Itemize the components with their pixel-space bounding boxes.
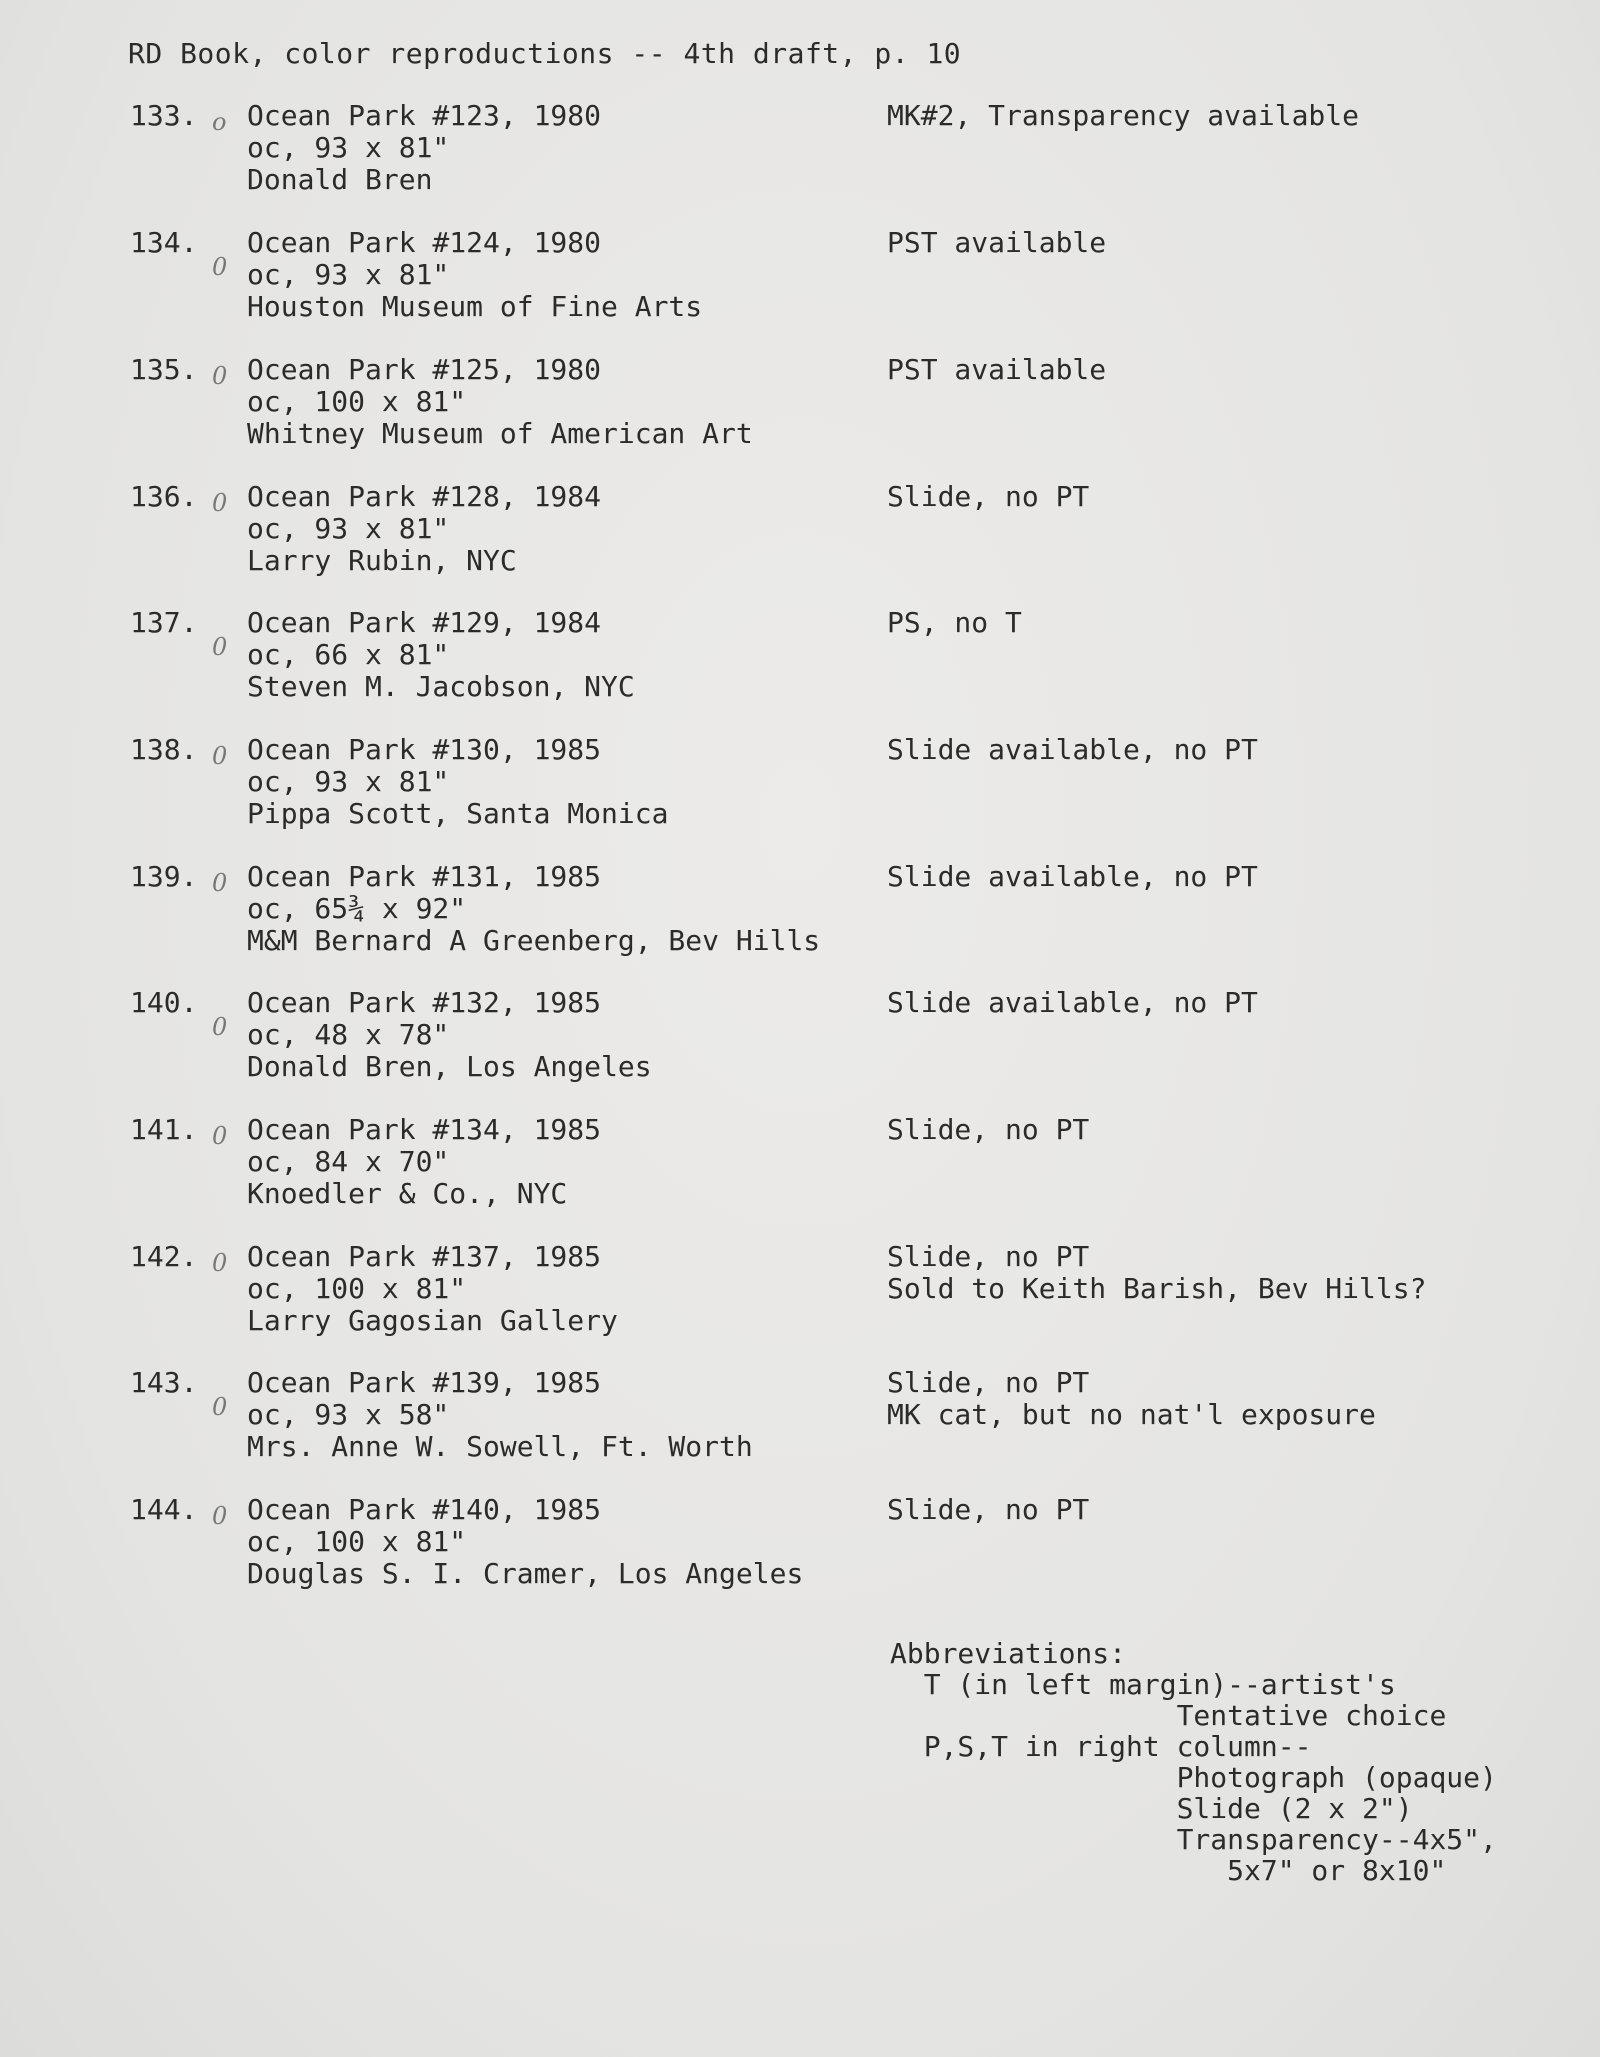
entry-note: PST available — [887, 353, 1107, 386]
entry-medium: oc, 100 x 81" — [247, 385, 467, 418]
entry-owner: Steven M. Jacobson, NYC — [247, 670, 635, 703]
handwritten-mark: 0 — [212, 1393, 228, 1421]
entry-title: Ocean Park #123, 1980 — [247, 99, 602, 132]
entry-number: 135. — [130, 353, 198, 386]
entry-medium: oc, 100 x 81" — [247, 1272, 467, 1305]
entry-note: Slide available, no PT — [887, 860, 1258, 893]
entry-medium: oc, 93 x 58" — [247, 1398, 450, 1431]
entry-title: Ocean Park #137, 1985 — [247, 1240, 602, 1273]
entry-note: Slide available, no PT — [887, 986, 1258, 1019]
entry-owner: Larry Rubin, NYC — [247, 544, 517, 577]
entry-owner: Knoedler & Co., NYC — [247, 1177, 568, 1210]
entry-medium: oc, 100 x 81" — [247, 1525, 467, 1558]
entry-number: 134. — [130, 226, 198, 259]
entry-title: Ocean Park #134, 1985 — [247, 1113, 602, 1146]
entry-title: Ocean Park #125, 1980 — [247, 353, 602, 386]
entry-note: Slide available, no PT — [887, 733, 1258, 766]
entry-medium: oc, 66 x 81" — [247, 638, 450, 671]
entry-note: Slide, no PT — [887, 1240, 1090, 1273]
abbreviations-line: Transparency--4x5", — [890, 1823, 1497, 1856]
entry-title: Ocean Park #128, 1984 — [247, 480, 602, 513]
entry-number: 140. — [130, 986, 198, 1019]
abbreviations-line: P,S,T in right column-- — [890, 1730, 1312, 1763]
abbreviations-line: 5x7" or 8x10" — [890, 1854, 1447, 1887]
entry-number: 144. — [130, 1493, 198, 1526]
entry-medium: oc, 93 x 81" — [247, 512, 450, 545]
entry-owner: Houston Museum of Fine Arts — [247, 290, 703, 323]
entry-title: Ocean Park #131, 1985 — [247, 860, 602, 893]
entry-number: 137. — [130, 606, 198, 639]
entry-note-2: Sold to Keith Barish, Bev Hills? — [887, 1272, 1427, 1305]
entry-title: Ocean Park #132, 1985 — [247, 986, 602, 1019]
entry-note: Slide, no PT — [887, 480, 1090, 513]
abbreviations-line: T (in left margin)--artist's — [890, 1668, 1396, 1701]
handwritten-mark: 0 — [212, 1502, 228, 1530]
entry-owner: Mrs. Anne W. Sowell, Ft. Worth — [247, 1430, 753, 1463]
entry-owner: Douglas S. I. Cramer, Los Angeles — [247, 1557, 804, 1590]
handwritten-mark: 0 — [212, 742, 228, 770]
handwritten-mark: 0 — [212, 253, 228, 281]
entry-title: Ocean Park #140, 1985 — [247, 1493, 602, 1526]
handwritten-mark: 0 — [212, 869, 228, 897]
entry-medium: oc, 93 x 81" — [247, 765, 450, 798]
page-header: RD Book, color reproductions -- 4th draft, p. 10 — [128, 37, 962, 70]
entry-medium: oc, 48 x 78" — [247, 1018, 450, 1051]
entry-medium: oc, 93 x 81" — [247, 258, 450, 291]
abbreviations-line: Tentative choice — [890, 1699, 1447, 1732]
entry-note: Slide, no PT — [887, 1366, 1090, 1399]
entry-medium: oc, 93 x 81" — [247, 131, 450, 164]
entry-medium: oc, 84 x 70" — [247, 1145, 450, 1178]
entry-note: MK#2, Transparency available — [887, 99, 1360, 132]
abbreviations-line: Slide (2 x 2") — [890, 1792, 1413, 1825]
entry-note: PS, no T — [887, 606, 1022, 639]
entry-title: Ocean Park #130, 1985 — [247, 733, 602, 766]
entry-owner: Pippa Scott, Santa Monica — [247, 797, 669, 830]
handwritten-mark: 0 — [212, 489, 228, 517]
abbreviations-line: Photograph (opaque) — [890, 1761, 1497, 1794]
entry-owner: Donald Bren — [247, 163, 433, 196]
entry-owner: Donald Bren, Los Angeles — [247, 1050, 652, 1083]
handwritten-mark: 0 — [212, 1013, 228, 1041]
handwritten-mark: 0 — [212, 633, 228, 661]
handwritten-mark: o — [212, 108, 227, 136]
entry-number: 142. — [130, 1240, 198, 1273]
entry-number: 136. — [130, 480, 198, 513]
entry-note: Slide, no PT — [887, 1493, 1090, 1526]
handwritten-mark: 0 — [212, 362, 228, 390]
entry-note: PST available — [887, 226, 1107, 259]
handwritten-mark: 0 — [212, 1249, 228, 1277]
entry-owner: Whitney Museum of American Art — [247, 417, 753, 450]
entry-number: 138. — [130, 733, 198, 766]
handwritten-mark: 0 — [212, 1122, 228, 1150]
entry-title: Ocean Park #124, 1980 — [247, 226, 602, 259]
abbreviations-heading: Abbreviations: — [890, 1637, 1127, 1670]
entry-title: Ocean Park #139, 1985 — [247, 1366, 602, 1399]
entry-number: 133. — [130, 99, 198, 132]
entry-note-2: MK cat, but no nat'l exposure — [887, 1398, 1376, 1431]
entry-number: 143. — [130, 1366, 198, 1399]
entry-medium: oc, 65¾ x 92" — [247, 892, 467, 925]
entry-number: 139. — [130, 860, 198, 893]
entry-title: Ocean Park #129, 1984 — [247, 606, 602, 639]
entry-note: Slide, no PT — [887, 1113, 1090, 1146]
entry-owner: Larry Gagosian Gallery — [247, 1304, 618, 1337]
entry-number: 141. — [130, 1113, 198, 1146]
entry-owner: M&M Bernard A Greenberg, Bev Hills — [247, 924, 821, 957]
